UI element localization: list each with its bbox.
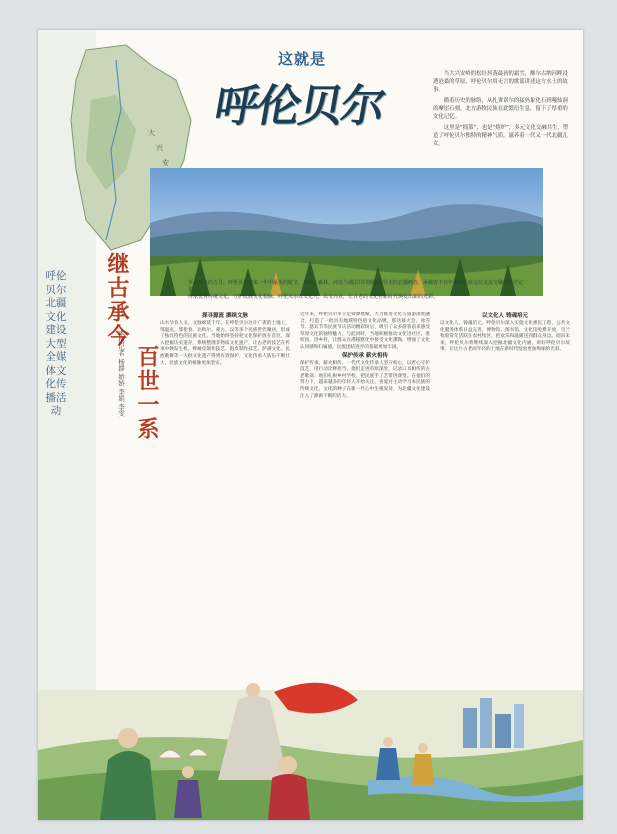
map-label-3: 安 — [162, 159, 169, 167]
photo-caption-block — [188, 280, 528, 301]
subhead: 保护传承 薪火相传 — [342, 352, 388, 359]
masthead-title: 呼伦贝尔 — [210, 81, 388, 132]
map-label-2: 兴 — [156, 144, 163, 152]
headline-part-1: 继古承今 — [104, 252, 130, 348]
intro-paragraph: 循着历史的脉络，从扎赉诺尔的猛犸象化石到嘎仙洞的摩崖石刻，北方游牧民族在此繁衍生息，留下了厚重的文化记忆。 — [433, 98, 568, 120]
series-vertical-title: 呼伦贝尔北疆文化建设大型全媒体文化传播活动 — [45, 270, 67, 417]
intro-paragraph: 这里是“摇篮”，也是“熔炉”，多元文化交融共生，塑造了呼伦贝尔独特的精神气质，滋养着一代又一代北疆儿女。 — [433, 125, 569, 147]
masthead-kicker: 这就是 — [278, 50, 327, 68]
column-text: 保护传承，薪火相传。一代代文化传承人坚守初心，以匠心守护技艺，用行动诠释担当。他们走进草原深处，记录口耳相传的古老歌谣；他们扎根乡村学校，把民族手工艺带进课堂。在他们的努力下，越来越多的年轻人开始关注、喜爱并主动学习本民族的传统文化，文化的种子在新一代心中生根发芽，为北疆文化建设注入了源源不断的活力。 — [300, 360, 430, 399]
column-text: 近年来，呼伦贝尔市立足资源禀赋，大力推进文化与旅游深度融合，打造了一批具有地域特色的文化品牌。那达慕大会、冰雪节、瑟宾节等民族节庆活动精彩纷呈，吸引了众多游客前来感受草原文化的独特魅力。与此同时，当地积极推动文化进社区、进校园、进乡村，让群众在潜移默化中接受文化熏陶，增强了文化认同感和归属感，民族团结进步的基础更加牢固。 — [300, 312, 430, 350]
intro-paragraph: 当大兴安岭的松针抖落最初的霜雪，额尔古纳河畔浸透沧桑的草原，呼伦贝尔用无言的歌谣讲述这方水土的故事。 — [433, 71, 568, 93]
subhead: 探寻源流 赓续文脉 — [202, 313, 248, 319]
caption-line: 草长莺飞的五月，呼伦贝尔迎来一年中最美的时节，草原、森林、河流与湖泊共同描绘出壮美的北疆画卷，承载着千百年来各民族交往交流交融的历史记忆。 — [188, 280, 524, 293]
intro-text — [433, 70, 571, 151]
column-text: 山水孕育人文，文脉绵延千年。在呼伦贝尔这片广袤的土地上，鄂温克、鄂伦春、达斡尔、蒙古、汉等多个民族世代聚居，形成了独具特色的民族文化。当地始终坚持把文化保护放在首位，深入挖掘历史遗存，系统整理非物质文化遗产，让古老的技艺在传承中焕发生机。桦树皮制作技艺、狍皮制作技艺、萨满文化、民族歌舞等一大批文化遗产得到有效保护，文化传承人队伍不断壮大，民族文化的根脉更加坚实。 — [160, 321, 290, 366]
caption-line: 传承优秀传统文化，守护民族文化根脉，呼伦贝尔以文化人，以文兴业，让古老的文化在新时代焕发出新的光彩。 — [188, 294, 439, 300]
newspaper-page — [38, 30, 583, 820]
map-label-1: 大 — [148, 129, 155, 137]
subhead: 以文化人 铸魂培元 — [482, 313, 528, 319]
folk-culture-illustration — [38, 630, 583, 820]
column-text: 以文化人，铸魂培元。呼伦贝尔深入实施文化惠民工程，公共文化服务体系日益完善，博物馆、图书馆、文化馆免费开放，乌兰牧骑常年活跃在农村牧区，把欢乐和温暖送到群众身边。面向未来，呼伦贝尔将继续深入挖掘北疆文化内涵，讲好呼伦贝尔故事，让这片古老而年轻的土地在新时代绽放更加绚丽的光彩。 — [440, 321, 570, 353]
byline: 本报记者 杨群 娇娇 李娟 李雯 — [117, 330, 125, 417]
landscape-photo — [150, 168, 543, 296]
headline-part-2: 百世一系 — [134, 345, 160, 441]
